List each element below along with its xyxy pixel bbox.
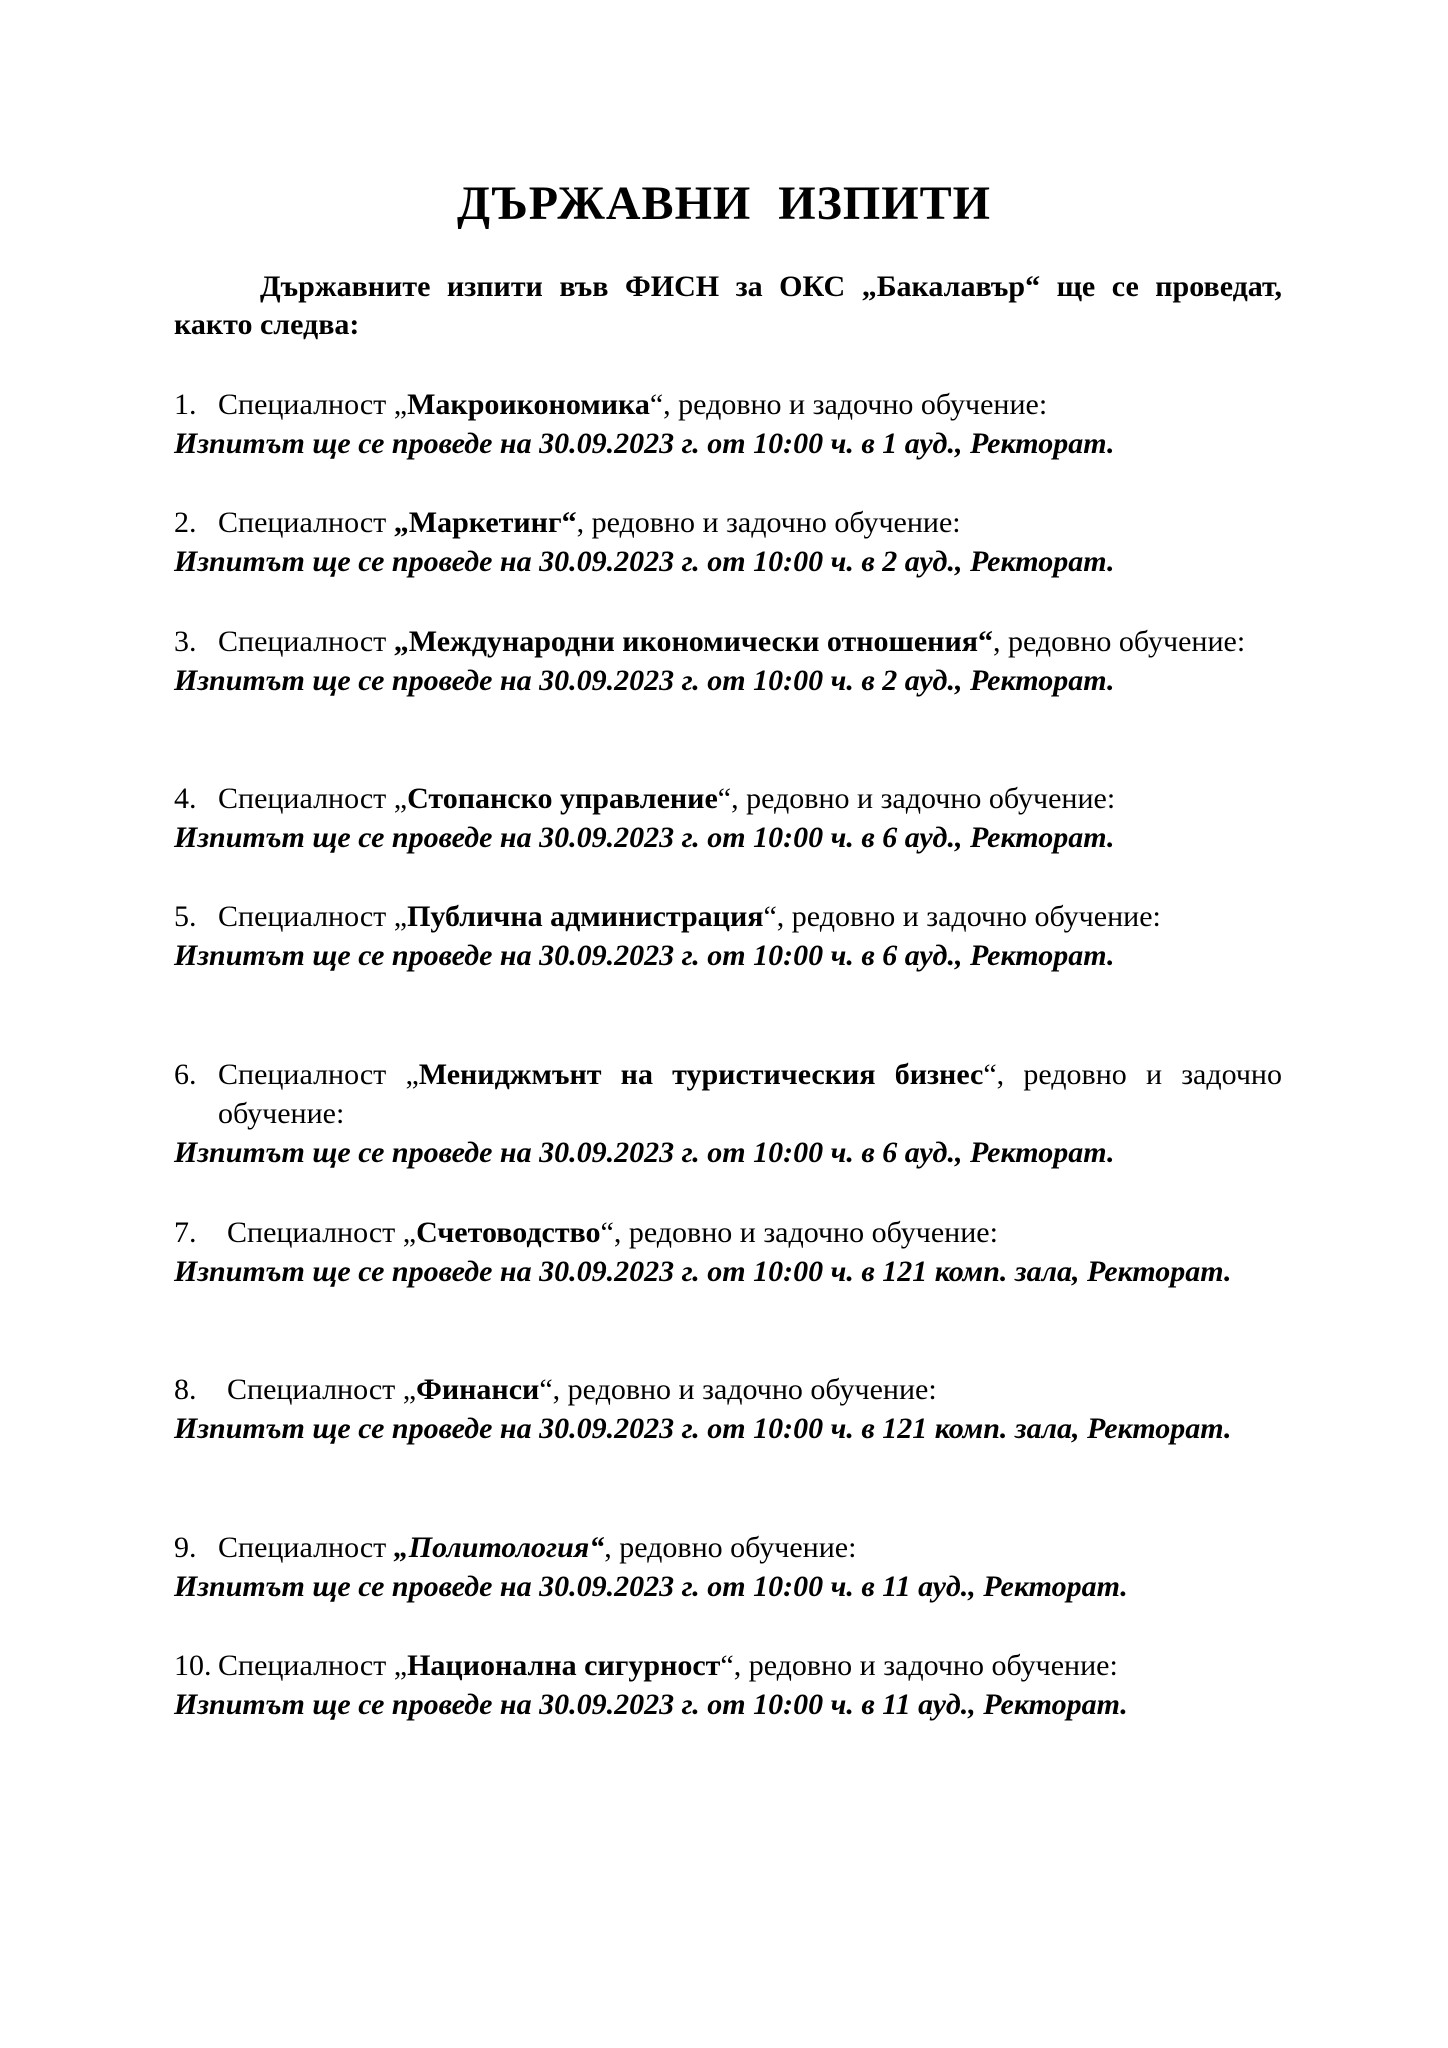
list-item	[174, 1370, 1282, 1448]
specialty-line: 8. Специалност „Финанси“, редовно и задочно обучение:	[174, 1373, 937, 1406]
specialty-name: Мениджмънт на туристическия бизнес	[418, 1058, 984, 1091]
exam-details: Изпитът ще се проведе на 30.09.2023 г. от 10:00 ч. в 6 ауд., Ректорат.	[174, 821, 1115, 854]
specialty-line: 5. Специалност „Публична администрация“, редовно и задочно обучение:	[174, 900, 1161, 933]
specialty-line: 3. Специалност „Международни икономически отношения“, редовно обучение:	[174, 625, 1246, 658]
list-item	[174, 1528, 1282, 1606]
list-item	[174, 1055, 1282, 1172]
exam-details: Изпитът ще се проведе на 30.09.2023 г. от 10:00 ч. в 2 ауд., Ректорат.	[174, 545, 1115, 578]
specialty-name: Публична администрация	[407, 900, 764, 933]
list-item	[174, 779, 1282, 857]
exam-details: Изпитът ще се проведе на 30.09.2023 г. от 10:00 ч. в 2 ауд., Ректорат.	[174, 664, 1115, 697]
exam-details: Изпитът ще се проведе на 30.09.2023 г. от 10:00 ч. в 11 ауд., Ректорат.	[174, 1688, 1128, 1721]
specialty-name: Счетоводство	[416, 1216, 601, 1249]
specialty-line: 6. Специалност „Мениджмънт на туристическия бизнес“, редовно и задочно обучение:	[174, 1058, 1282, 1130]
specialty-line: 2. Специалност „Маркетинг“, редовно и задочно обучение:	[174, 506, 961, 539]
list-item	[174, 503, 1282, 581]
list-item	[174, 1213, 1282, 1291]
specialty-line: 1. Специалност „Макроикономика“, редовно и задочно обучение:	[174, 388, 1048, 421]
exam-details: Изпитът ще се проведе на 30.09.2023 г. от 10:00 ч. в 1 ауд., Ректорат.	[174, 427, 1115, 460]
specialty-name: Макроикономика	[407, 388, 650, 421]
specialty-name: „Маркетинг“	[393, 506, 577, 539]
list-item	[174, 897, 1282, 975]
specialty-line: 7. Специалност „Счетоводство“, редовно и задочно обучение:	[174, 1216, 998, 1249]
exam-details: Изпитът ще се проведе на 30.09.2023 г. от 10:00 ч. в 11 ауд., Ректорат.	[174, 1570, 1128, 1603]
specialty-line: 10. Специалност „Национална сигурност“, редовно и задочно обучение:	[174, 1649, 1118, 1682]
exam-details: Изпитът ще се проведе на 30.09.2023 г. от 10:00 ч. в 6 ауд., Ректорат.	[174, 939, 1115, 972]
exam-details: Изпитът ще се проведе на 30.09.2023 г. от 10:00 ч. в 121 комп. зала, Ректорат.	[174, 1412, 1232, 1445]
specialty-line: 4. Специалност „Стопанско управление“, редовно и задочно обучение:	[174, 782, 1116, 815]
specialty-name: Национална сигурност	[407, 1649, 721, 1682]
list-item	[174, 1646, 1282, 1724]
intro-paragraph: Държавните изпити във ФИСН за ОКС „Бакалавър“ ще се проведат, както следва:	[174, 270, 1282, 341]
exam-details: Изпитът ще се проведе на 30.09.2023 г. от 10:00 ч. в 121 комп. зала, Ректорат.	[174, 1255, 1232, 1288]
list-item	[174, 622, 1282, 700]
specialty-name: „Политология“	[393, 1531, 605, 1564]
list-item	[174, 385, 1282, 463]
specialty-name: Стопанско управление	[407, 782, 718, 815]
specialty-line: 9. Специалност „Политология“, редовно обучение:	[174, 1531, 857, 1564]
specialty-name: Финанси	[416, 1373, 540, 1406]
specialty-name: „Международни икономически отношения“	[393, 625, 993, 658]
page-title: ДЪРЖАВНИ ИЗПИТИ	[457, 177, 991, 230]
exam-details: Изпитът ще се проведе на 30.09.2023 г. от 10:00 ч. в 6 ауд., Ректорат.	[174, 1136, 1115, 1169]
